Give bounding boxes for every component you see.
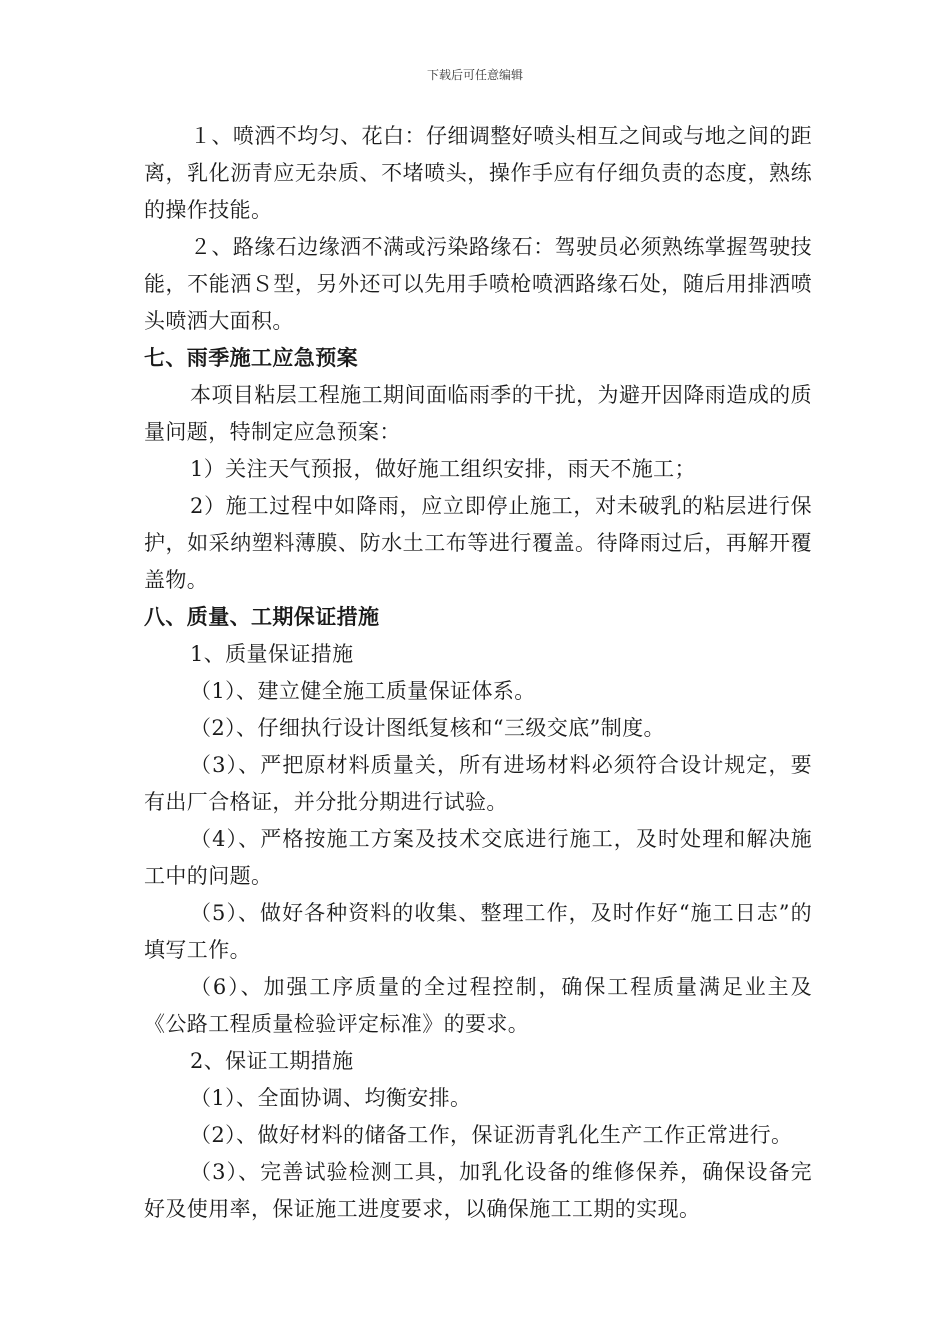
paragraph-rainy-intro: 本项目粘层工程施工期间面临雨季的干扰，为避开因降雨造成的质量问题，特制定应急预案：	[144, 383, 812, 444]
section-heading-rainy-season: 七、雨季施工应急预案	[144, 346, 358, 370]
paragraph-rainy-item-2: 2）施工过程中如降雨，应立即停止施工，对未破乳的粘层进行保护，如采纳塑料薄膜、防水土工布等进行覆盖。待降雨过后，再解开覆盖物。	[144, 494, 812, 592]
quality-item-2: （2）、仔细执行设计图纸复核和“三级交底”制度。	[190, 716, 665, 740]
quality-item-5: （5）、做好各种资料的收集、整理工作，及时作好“施工日志”的填写工作。	[144, 901, 812, 962]
page-header-note: 下载后可任意编辑	[426, 68, 523, 82]
quality-item-1: （1）、建立健全施工质量保证体系。	[190, 679, 536, 703]
paragraph-rainy-item-1: 1）关注天气预报，做好施工组织安排，雨天不施工；	[190, 457, 696, 481]
schedule-item-2: （2）、做好材料的储备工作，保证沥青乳化生产工作正常进行。	[190, 1123, 793, 1147]
paragraph-spray-uneven: １、喷洒不均匀、花白：仔细调整好喷头相互之间或与地之间的距离，乳化沥青应无杂质、不堵喷头，操作手应有仔细负责的态度，熟练的操作技能。	[144, 124, 812, 222]
quality-item-4: （4）、严格按施工方案及技术交底进行施工，及时处理和解决施工中的问题。	[144, 827, 812, 888]
schedule-item-3: （3）、完善试验检测工具，加乳化设备的维修保养，确保设备完好及使用率，保证施工进度要求，以确保施工工期的实现。	[144, 1160, 812, 1221]
subheading-quality-measures: 1、质量保证措施	[190, 642, 354, 666]
paragraph-curb-edge: ２、路缘石边缘洒不满或污染路缘石：驾驶员必须熟练掌握驾驶技能，不能洒Ｓ型，另外还可以先用手喷枪喷洒路缘石处，随后用排洒喷头喷洒大面积。	[144, 235, 812, 333]
quality-item-6: （6）、加强工序质量的全过程控制，确保工程质量满足业主及《公路工程质量检验评定标准》的要求。	[144, 975, 812, 1036]
document-body	[144, 118, 812, 1228]
schedule-item-1: （1）、全面协调、均衡安排。	[190, 1086, 472, 1110]
quality-item-3: （3）、严把原材料质量关，所有进场材料必须符合设计规定，要有出厂合格证，并分批分期进行试验。	[144, 753, 812, 814]
section-heading-quality-schedule: 八、质量、工期保证措施	[144, 605, 380, 629]
subheading-schedule-measures: 2、保证工期措施	[190, 1049, 354, 1073]
